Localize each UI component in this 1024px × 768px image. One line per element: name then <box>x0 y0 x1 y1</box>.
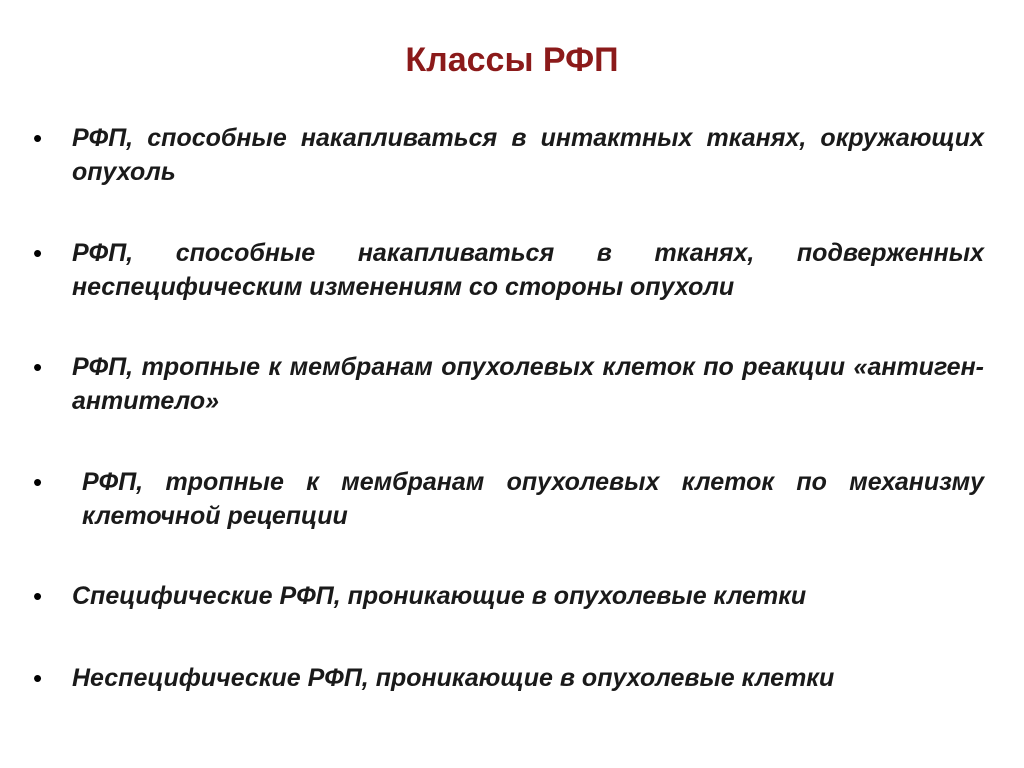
bullet-icon: • <box>33 123 43 153</box>
bullet-icon: • <box>33 467 43 497</box>
bullet-text: Неспецифические РФП, проникающие в опухолевые клетки <box>72 664 835 692</box>
slide-title: Классы РФП <box>405 41 619 79</box>
bullet-text: РФП, тропные к мембранам опухолевых клеток по механизму клеточной рецепции <box>82 468 984 530</box>
list-item <box>0 661 1024 701</box>
list-item <box>0 121 1024 191</box>
bullet-icon: • <box>33 581 43 611</box>
list-item <box>0 465 1024 535</box>
bullet-icon: • <box>33 238 43 268</box>
bullet-text: Специфические РФП, проникающие в опухолевые клетки <box>72 582 807 610</box>
bullet-text: РФП, способные накапливаться в интактных тканях, окружающих опухоль <box>72 124 984 186</box>
bullet-text: РФП, способные накапливаться в тканях, подверженных неспецифическим изменениям со стороны опухоли <box>72 239 984 301</box>
bullet-icon: • <box>33 352 43 382</box>
bullet-text: РФП, тропные к мембранам опухолевых клеток по реакции «антиген-антитело» <box>72 353 984 415</box>
bullet-icon: • <box>33 663 43 693</box>
list-item <box>0 350 1024 420</box>
list-item <box>0 579 1024 619</box>
list-item <box>0 236 1024 306</box>
